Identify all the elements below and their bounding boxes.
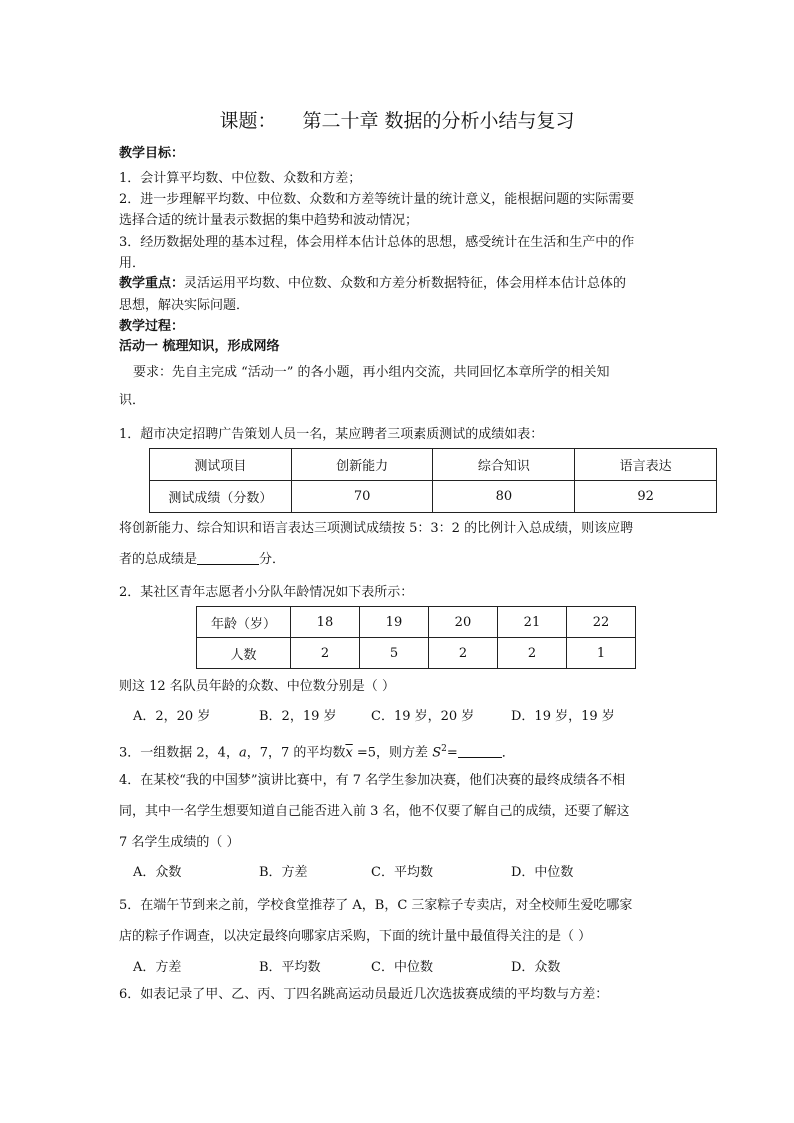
answer-blank bbox=[458, 744, 502, 758]
table-header: 19 bbox=[359, 607, 428, 638]
q3-text: 3．一组数据 2，4， bbox=[119, 745, 239, 761]
option: B．平均数 bbox=[259, 960, 321, 975]
q2-stem: 2．某社区青年志愿者小分队年龄情况如下表所示： bbox=[119, 585, 414, 600]
q3-text: =5，则方差 bbox=[352, 745, 433, 761]
table-cell: 2 bbox=[497, 638, 566, 669]
option: A．方差 bbox=[133, 960, 182, 975]
table-cell: 测试成绩（分数） bbox=[150, 481, 292, 513]
option: A．众数 bbox=[133, 865, 182, 880]
variance-symbol: S bbox=[432, 745, 442, 761]
table-header: 21 bbox=[497, 607, 566, 638]
option: D．19 岁，19 岁 bbox=[511, 709, 615, 724]
table-cell: 70 bbox=[291, 481, 433, 513]
requirement-line-2: 识． bbox=[119, 393, 146, 408]
table-header: 22 bbox=[566, 607, 635, 638]
option: D．中位数 bbox=[511, 865, 574, 880]
goal-item: 2．进一步理解平均数、中位数、众数和方差等统计量的统计意义，能根据问题的实际需要 bbox=[119, 192, 635, 207]
option: C．19 岁，20 岁 bbox=[371, 709, 475, 724]
requirement-line-1: 要求：先自主完成 “活动一” 的各小题，再小组内交流，共同回忆本章所学的相关知 bbox=[133, 365, 610, 380]
variance-exponent: 2 bbox=[441, 744, 447, 754]
q2-options bbox=[133, 708, 615, 726]
table-header: 综合知识 bbox=[433, 449, 575, 481]
q5-line: 5．在端午节到来之前，学校食堂推荐了 A，B，C 三家粽子专卖店，对全校师生爱吃哪家 bbox=[119, 898, 633, 913]
answer-blank bbox=[197, 551, 259, 565]
table-cell: 2 bbox=[428, 638, 497, 669]
table-row bbox=[150, 449, 717, 481]
focus-line bbox=[119, 275, 626, 293]
page-title bbox=[0, 106, 794, 133]
option: C．平均数 bbox=[371, 865, 433, 880]
q3-text: ，7，7 的平均数 bbox=[246, 745, 346, 761]
table-row bbox=[197, 638, 636, 669]
option: B．方差 bbox=[259, 865, 308, 880]
goal-item: 用． bbox=[119, 256, 146, 271]
q2-table bbox=[196, 606, 636, 669]
table-cell: 80 bbox=[433, 481, 575, 513]
q2-question: 则这 12 名队员年龄的众数、中位数分别是（ ） bbox=[119, 679, 395, 694]
q3-text: ． bbox=[501, 745, 515, 761]
q1-after-2-pre: 者的总成绩是 bbox=[119, 552, 198, 567]
table-row bbox=[197, 607, 636, 638]
table-cell: 1 bbox=[566, 638, 635, 669]
q4-options bbox=[133, 864, 573, 882]
q5-line: 店的粽子作调查，以决定最终向哪家店采购，下面的统计量中最值得关注的是（ ） bbox=[119, 929, 592, 944]
option: D．众数 bbox=[511, 960, 561, 975]
option: C．中位数 bbox=[371, 960, 433, 975]
q4-line: 7 名学生成绩的（ ） bbox=[119, 835, 240, 850]
q3-variable: a bbox=[238, 745, 247, 761]
goal-item: 3．经历数据处理的基本过程，体会用样本估计总体的思想，感受统计在生活和生产中的作 bbox=[119, 235, 635, 250]
q1-after-2 bbox=[119, 551, 285, 569]
table-cell: 人数 bbox=[197, 638, 291, 669]
table-header: 年龄（岁） bbox=[197, 607, 291, 638]
mean-symbol: $\overline{x}$ bbox=[345, 745, 353, 761]
focus-heading: 教学重点： bbox=[119, 276, 185, 291]
focus-text: 灵活运用平均数、中位数、众数和方差分析数据特征，体会用样本估计总体的 bbox=[184, 276, 627, 291]
q6-stem: 6．如表记录了甲、乙、丙、丁四名跳高运动员最近几次选拔赛成绩的平均数与方差： bbox=[119, 987, 609, 1002]
table-header: 20 bbox=[428, 607, 497, 638]
table-header: 语言表达 bbox=[575, 449, 717, 481]
goal-item: 选择合适的统计量表示数据的集中趋势和波动情况； bbox=[119, 213, 419, 228]
process-heading: 教学过程： bbox=[119, 319, 185, 334]
q3-text: = bbox=[446, 745, 458, 761]
q5-options bbox=[133, 959, 560, 977]
table-header: 测试项目 bbox=[150, 449, 292, 481]
q1-table bbox=[149, 448, 717, 513]
q4-line: 4．在某校“我的中国梦”演讲比赛中，有 7 名学生参加决赛，他们决赛的最终成绩各不相 bbox=[119, 773, 626, 788]
focus-line-2: 思想，解决实际问题． bbox=[119, 298, 250, 313]
title-main: 第二十章 数据的分析小结与复习 bbox=[302, 110, 575, 132]
option: A．2，20 岁 bbox=[133, 709, 211, 724]
table-cell: 92 bbox=[575, 481, 717, 513]
q1-stem: 1．超市决定招聘广告策划人员一名，某应聘者三项素质测试的成绩如表： bbox=[119, 427, 544, 442]
table-header: 18 bbox=[290, 607, 359, 638]
table-row bbox=[150, 481, 717, 513]
q3-line bbox=[119, 740, 515, 762]
table-cell: 2 bbox=[290, 638, 359, 669]
q1-after-1: 将创新能力、综合知识和语言表达三项测试成绩按 5：3：2 的比例计入总成绩，则该应聘 bbox=[119, 521, 634, 536]
q1-after-2-post: 分． bbox=[259, 552, 286, 567]
option: B．2，19 岁 bbox=[259, 709, 337, 724]
table-header: 创新能力 bbox=[291, 449, 433, 481]
goal-item: 1．会计算平均数、中位数、众数和方差； bbox=[119, 171, 362, 186]
table-cell: 5 bbox=[359, 638, 428, 669]
q4-line: 同，其中一名学生想要知道自己能否进入前 3 名，他不仅要了解自己的成绩，还要了解这 bbox=[119, 804, 630, 819]
goals-heading: 教学目标： bbox=[119, 146, 185, 161]
activity-heading: 活动一 梳理知识，形成网络 bbox=[119, 339, 280, 354]
title-prefix: 课题： bbox=[219, 110, 277, 132]
